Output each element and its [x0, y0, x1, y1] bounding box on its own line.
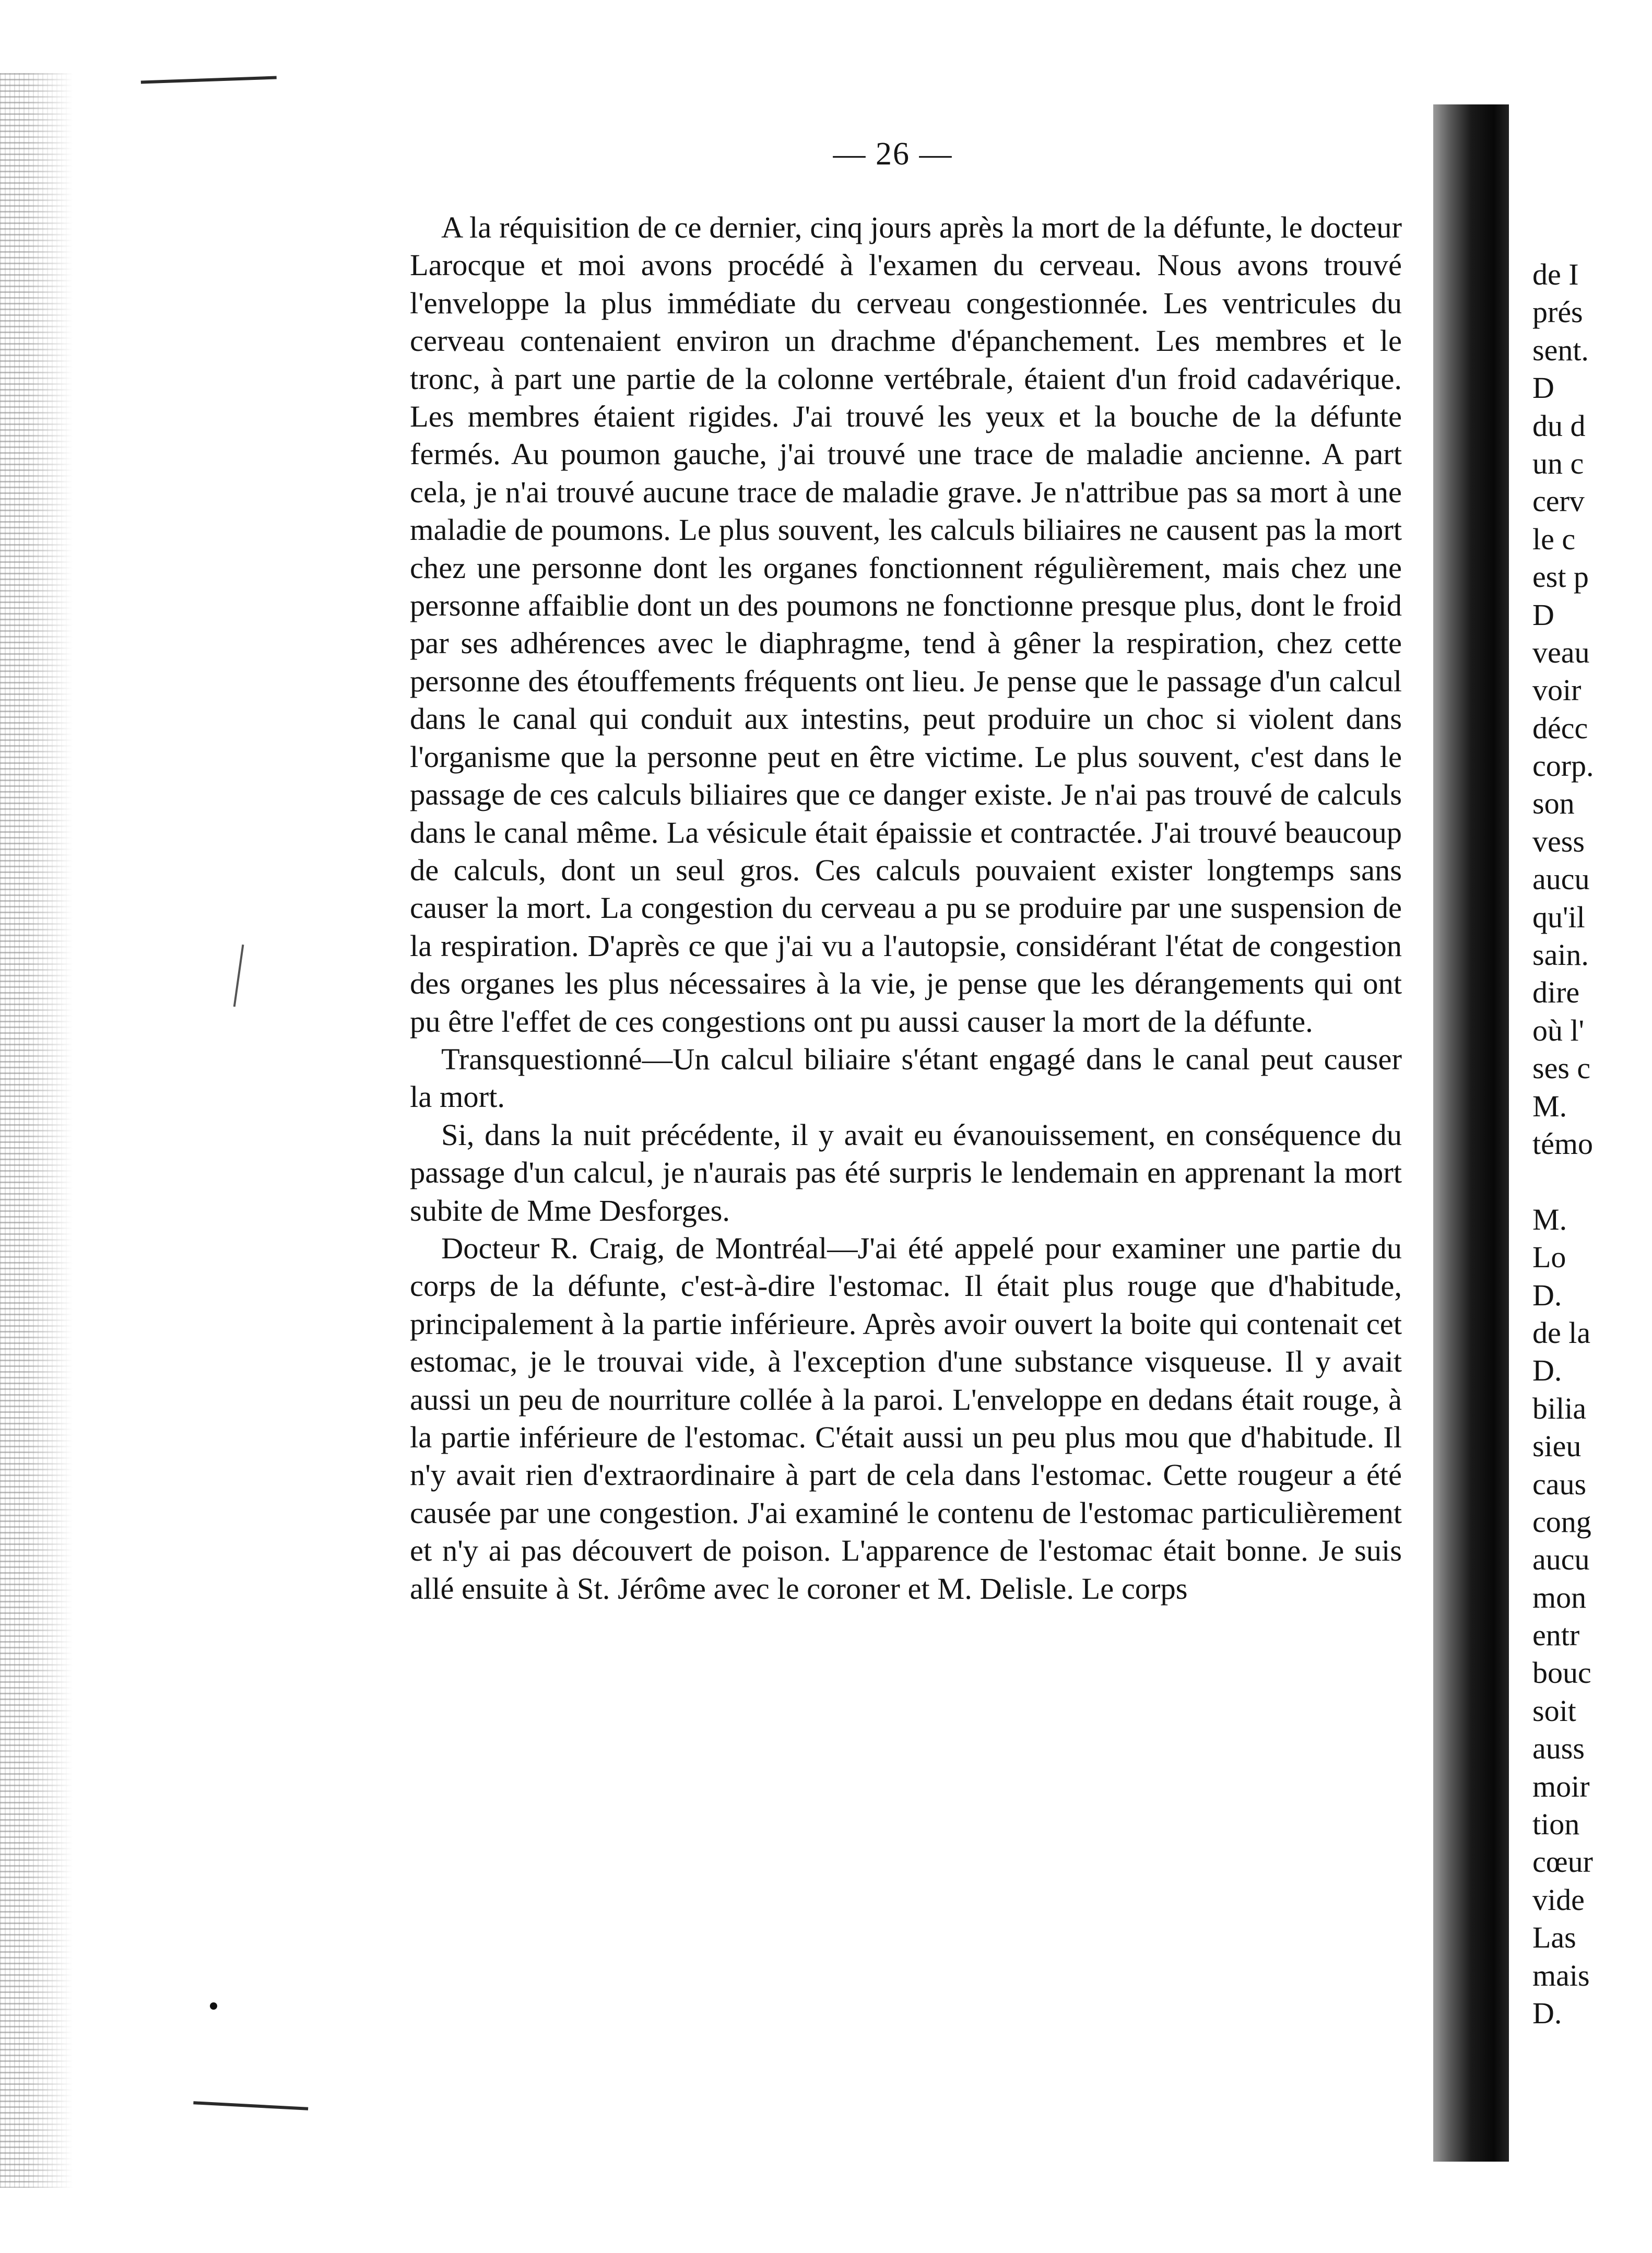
facing-page-fragment: du d — [1532, 408, 1586, 443]
facing-page-fragment: vess — [1532, 824, 1585, 858]
facing-page-fragment: caus — [1532, 1467, 1587, 1501]
facing-page-fragment: cœur — [1532, 1845, 1593, 1879]
facing-page-fragment: bilia — [1532, 1391, 1587, 1425]
facing-page-fragment: D — [1532, 371, 1554, 405]
facing-page-fragment: vide — [1532, 1882, 1585, 1917]
scan-mark — [193, 2101, 309, 2115]
facing-page-fragment — [1532, 1163, 1652, 1200]
scan-dot — [210, 2002, 217, 2010]
facing-page-fragment: est p — [1532, 560, 1589, 594]
facing-page-fragment: M. — [1532, 1089, 1567, 1123]
facing-page-fragment: D — [1532, 597, 1554, 632]
facing-page-fragment: tion — [1532, 1807, 1580, 1842]
facing-page-fragment: sent. — [1532, 333, 1589, 367]
facing-page-fragment: aucu — [1532, 1542, 1590, 1577]
facing-page-fragment: auss — [1532, 1731, 1585, 1766]
left-margin-scan-edge — [0, 73, 73, 2188]
scan-mark — [141, 76, 277, 91]
facing-page-fragment: où l' — [1532, 1013, 1585, 1047]
facing-page-fragment: son — [1532, 786, 1575, 821]
facing-page-fragment: mon — [1532, 1580, 1587, 1614]
facing-page-fragment: moir — [1532, 1769, 1590, 1803]
facing-page-fragment: prés — [1532, 295, 1583, 329]
paragraph: Docteur R. Craig, de Montréal—J'ai été appelé pour examiner une partie du corps de la défunte, c'est-à-dire l'estomac. Il était plus rouge que d'habitude, principalement à la partie inférieure. Après avoir ouvert la boite qui contenait cet estomac, je le trouvai vide, à l'exception d'une substance visqueuse. Il y avait aussi un peu de nourriture collée à la paroi. L'enveloppe en dedans était rouge, à la partie inférieure de l'estomac. C'était aussi un peu plus mou que d'habitude. Il n'y avait rien d'extraordinaire à part de cela dans l'estomac. Cette rougeur a été causée par une congestion. J'ai examiné le contenu de l'estomac particulièrement et n'y ai pas découvert de poison. L'apparence de l'estomac était bonne. Je suis allé ensuite à St. Jérôme avec le coroner et M. Delisle. Le corps — [410, 1231, 1402, 1606]
paragraph: Si, dans la nuit précédente, il y avait eu évanouissement, en conséquence du passage d'un calcul, je n'aurais pas été surpris le lendemain en apprenant la mort subite de Mme Desforges. — [410, 1117, 1402, 1228]
facing-page-fragment: Las — [1532, 1920, 1576, 1955]
paragraph: A la réquisition de ce dernier, cinq jours après la mort de la défunte, le docteur Larocque et moi avons procédé à l'examen du cerveau. Nous avons trouvé l'enveloppe la plus immédiate du cerveau congestionnée. Les ventricules du cerveau contenaient environ un drachme d'épanchement. Les membres et le tronc, à part une partie de la colonne vertébrale, étaient d'un froid cadavérique. Les membres étaient rigides. J'ai trouvé les yeux et la bouche de la défunte fermés. Au poumon gauche, j'ai trouvé une trace de maladie ancienne. A part cela, je n'ai trouvé aucune trace de maladie grave. Je n'attribue pas sa mort à une maladie de poumons. Le plus souvent, les calculs biliaires ne causent pas la mort chez une personne dont les organes fonctionnent régulièrement, mais chez une personne affaiblie dont un des poumons ne fonctionne presque plus, dont le froid par ses adhérences avec le diaphragme, tend à gêner la respiration, chez cette personne des étouffements fréquents ont lieu. Je pense que le passage d'un calcul dans le canal qui conduit aux intestins, peut produire un choc si violent dans l'organisme que la personne peut en être victime. Le plus souvent, c'est dans le passage de ces calculs biliaires que ce danger existe. Je n'ai pas trouvé de calculs dans le canal même. La vésicule était épaissie et contractée. J'ai trouvé beaucoup de calculs, dont un seul gros. Ces calculs pouvaient exister longtemps sans causer la mort. La congestion du cerveau a pu se produire par une suspension de la respiration. D'après ce que j'ai vu a l'autopsie, considérant l'état de congestion des organes les plus nécessaires à la vie, je pense que les dérangements qui ont pu être l'effet de ces congestions ont pu aussi causer la mort de la défunte. — [410, 210, 1402, 1039]
facing-page-fragments — [1532, 256, 1652, 2032]
facing-page-fragment: aucu — [1532, 862, 1590, 897]
facing-page-fragment: le c — [1532, 522, 1576, 556]
page-number: — 26 — — [833, 136, 953, 172]
facing-page-fragment: sain. — [1532, 938, 1589, 972]
facing-page-fragment: cerv — [1532, 484, 1585, 518]
facing-page-fragment: sieu — [1532, 1429, 1582, 1464]
paragraph: Transquestionné—Un calcul biliaire s'étant engagé dans le canal peut causer la mort. — [410, 1042, 1402, 1114]
facing-page-fragment: bouc — [1532, 1656, 1591, 1690]
facing-page-fragment: soit — [1532, 1693, 1576, 1728]
body-text — [410, 209, 1402, 1608]
facing-page-fragment: un c — [1532, 446, 1584, 480]
binding-gutter — [1433, 104, 1509, 2162]
facing-page-fragment: D. — [1532, 1278, 1562, 1312]
facing-page-fragment: corp. — [1532, 749, 1594, 783]
facing-page-fragment: dire — [1532, 975, 1580, 1010]
facing-page-fragment: mais — [1532, 1958, 1590, 1992]
facing-page-fragment: ses c — [1532, 1051, 1591, 1086]
facing-page-fragment: témo — [1532, 1126, 1593, 1161]
facing-page-fragment: de la — [1532, 1315, 1591, 1350]
facing-page-fragment: veau — [1532, 635, 1590, 669]
facing-page-fragment: M. — [1532, 1202, 1567, 1236]
facing-page-fragment: D. — [1532, 1996, 1562, 2030]
facing-page-fragment: voir — [1532, 673, 1582, 707]
facing-page-fragment: Lo — [1532, 1240, 1566, 1275]
facing-page-fragment: décc — [1532, 711, 1588, 745]
facing-page-fragment: D. — [1532, 1353, 1562, 1388]
facing-page-fragment: qu'il — [1532, 900, 1585, 934]
facing-page-fragment: cong — [1532, 1504, 1591, 1539]
scan-mark — [233, 945, 254, 1008]
facing-page-fragment: entr — [1532, 1618, 1580, 1653]
facing-page-fragment: de I — [1532, 257, 1579, 291]
